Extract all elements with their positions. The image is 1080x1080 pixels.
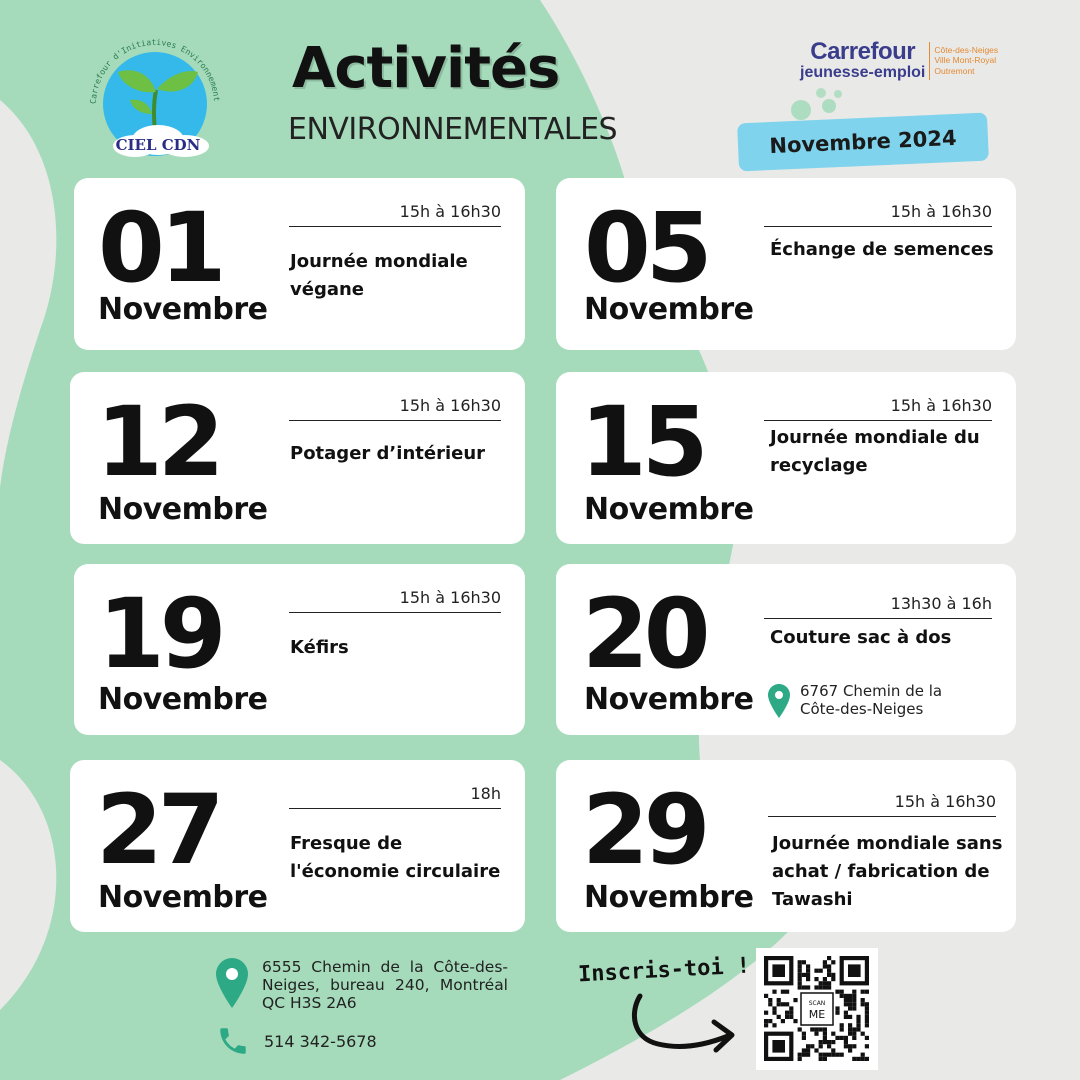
event-month: Novembre [584,492,754,527]
event-time: 15h à 16h30 [399,588,501,607]
divider [289,420,501,421]
event-time: 15h à 16h30 [890,396,992,415]
event-day: 12 [96,386,220,498]
logo-name: CIEL CDN [115,136,201,154]
signup-call-to-action: Inscris-toi ! [577,953,751,988]
event-activity: Journée mondiale végane [290,251,468,300]
event-card [70,372,525,544]
divider [289,226,501,227]
divider [764,420,992,421]
event-time: 18h [470,784,501,803]
event-month: Novembre [98,492,268,527]
event-location [768,682,970,718]
divider [289,808,501,809]
event-time: 15h à 16h30 [890,202,992,221]
event-time: 13h30 à 16h [890,594,992,613]
month-badge-label: Novembre 2024 [768,125,958,159]
event-day: 05 [584,192,708,304]
carrefour-logo [800,40,998,81]
event-day: 15 [580,386,704,498]
qr-code[interactable] [756,948,878,1070]
event-month: Novembre [98,292,268,327]
event-activity: Journée mondiale du recyclage [770,427,980,476]
divider [764,618,992,619]
event-card [556,760,1016,932]
phone-icon [216,1024,250,1058]
event-time: 15h à 16h30 [894,792,996,811]
page-title: Activités [292,36,560,101]
event-time: 15h à 16h30 [399,202,501,221]
page-subtitle: ENVIRONNEMENTALES [288,112,618,147]
event-day: 01 [98,192,222,304]
map-pin-icon [216,958,248,1008]
event-month: Novembre [584,880,754,915]
qr-me-label: ME [808,1008,826,1021]
event-activity: Échange de semences [770,239,994,260]
logo-ring-text: Carrefour d'Initiatives Environnement [87,36,222,105]
qr-code-icon [756,948,878,1070]
divider [764,226,992,227]
brand-line2: jeunesse-emploi [800,64,926,81]
event-activity: Kéfirs [290,637,349,658]
event-day: 19 [98,578,222,690]
event-day: 20 [582,578,706,690]
event-card [556,178,1016,350]
event-month: Novembre [584,292,754,327]
event-month: Novembre [98,682,268,717]
event-day: 29 [582,774,706,886]
event-location-text: 6767 Chemin de la Côte-des-Neiges [800,682,943,718]
event-card [74,564,525,735]
phone-block [216,1024,377,1058]
phone-number: 514 342-5678 [264,1031,377,1051]
event-day: 27 [96,774,220,886]
event-card [556,564,1016,735]
divider [768,816,996,817]
qr-scan-label: SCAN [808,1000,826,1007]
map-pin-icon [768,684,790,718]
event-card [70,760,525,932]
event-activity: Couture sac à dos [770,627,952,648]
event-activity: Potager d’intérieur [290,443,486,464]
event-card [74,178,525,350]
event-month: Novembre [98,880,268,915]
event-card [556,372,1016,544]
brand-line1: Carrefour [810,38,916,65]
curved-arrow-icon [628,992,748,1062]
ciel-cdn-logo [80,34,230,164]
divider [289,612,501,613]
event-activity: Journée mondiale sans achat / fabrication de Tawashi [772,833,1003,910]
brand-separator [929,42,930,80]
event-time: 15h à 16h30 [399,396,501,415]
address-text: 6555 Chemin de la Côte-des-Neiges, bureau 240, Montréal QC H3S 2A6 [262,958,508,1012]
event-activity: Fresque de l'économie circulaire [290,833,501,882]
brand-districts: Côte-des-Neiges Ville Mont-Royal Outremont [934,45,999,76]
event-month: Novembre [584,682,754,717]
address-block [216,958,508,1012]
